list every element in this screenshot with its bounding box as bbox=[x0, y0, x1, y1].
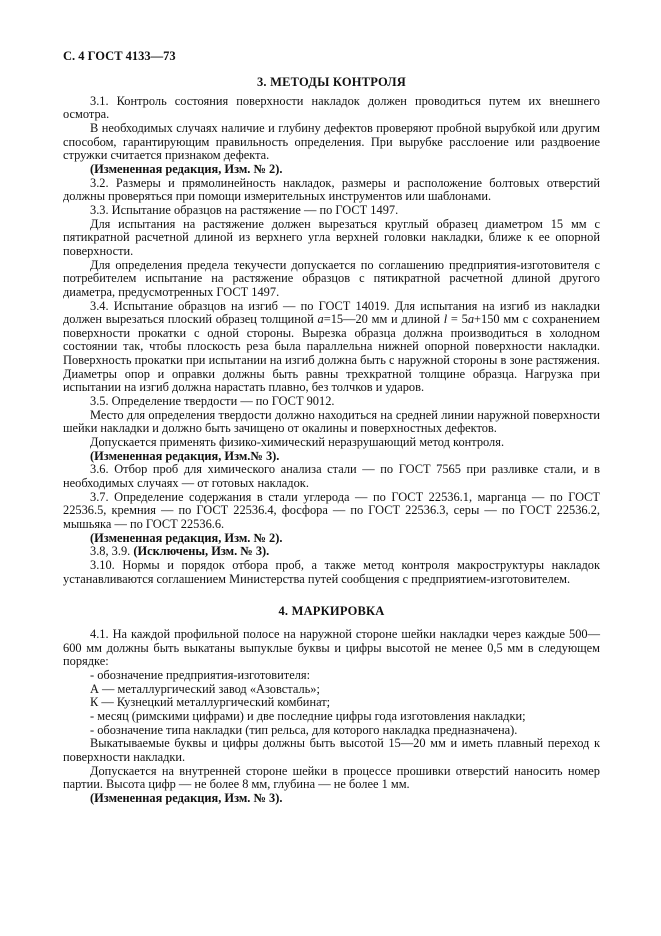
paragraph-3-3: 3.3. Испытание образцов на растяжение — по ГОСТ 1497. bbox=[90, 202, 399, 217]
paragraph-3-2: 3.2. Размеры и прямолинейность накладок, размеры и расположение болтовых отверстий должны проверяться при помощи измерительных инструментов или шаблонами. bbox=[63, 175, 600, 204]
list-item: - обозначение предприятия-изготовителя: bbox=[90, 667, 311, 682]
revision-note: (Измененная редакция, Изм. № 2). bbox=[90, 161, 283, 176]
text: 3.8, 3.9. bbox=[90, 544, 134, 559]
paragraph-3-10: 3.10. Нормы и порядок отбора проб, а также метод контроля макроструктуры накладок устанавливаются соглашением Министерства путей сообщения с предприятием-изготовителем. bbox=[63, 557, 600, 586]
paragraph-3-1: 3.1. Контроль состояния поверхности накладок должен проводиться путем их внешнего осмотра. bbox=[63, 93, 600, 122]
list-item: К — Кузнецкий металлургический комбинат; bbox=[90, 695, 331, 710]
text: = 5 bbox=[447, 312, 468, 327]
paragraph: Место для определения твердости должно находиться на средней линии наружной поверхности шейки накладки и должно быть зачищено от окалины и поверхностных дефектов. bbox=[63, 407, 600, 436]
list-item: - месяц (римскими цифрами) и две последние цифры года изготовления накладки; bbox=[90, 708, 526, 723]
paragraph: Для определения предела текучести допускается по соглашению предприятия-изготовителя с потребителем испытание на растяжение образцов с пятикратной расчетной длиной другого диаметра, предусмотренных ГОСТ 1497. bbox=[63, 257, 600, 299]
section-title-methods: 3. МЕТОДЫ КОНТРОЛЯ bbox=[256, 75, 407, 89]
variable-l: l bbox=[443, 312, 448, 327]
section-title-marking: 4. МАРКИРОВКА bbox=[278, 604, 385, 619]
list-item: А — металлургический завод «Азовсталь»; bbox=[90, 681, 320, 696]
text: =15—20 мм и длиной bbox=[323, 312, 444, 327]
paragraph-3-5: 3.5. Определение твердости — по ГОСТ 9012. bbox=[90, 394, 335, 409]
text: 3.4. Испытание образцов на изгиб — по ГОСТ 14019. Для испытания на изгиб из накладки должен вырезаться плоский образец толщиной bbox=[63, 298, 600, 327]
paragraph: В необходимых случаях наличие и глубину дефектов проверяют пробной вырубкой или другим способом, гарантирующим правильность определения. При вырубке расслоение или раздвоение стружки считается признаком дефекта. bbox=[63, 120, 600, 163]
paragraph: Допускается на внутренней стороне шейки в процессе прошивки отверстий наносить номер партии. Высота цифр — не более 8 мм, глубина — не более 1 мм. bbox=[63, 763, 600, 792]
paragraph-3-6: 3.6. Отбор проб для химического анализа стали — по ГОСТ 7565 при разливке стали, и в необходимых случаях — от готовых накладок. bbox=[63, 462, 600, 491]
revision-note: (Измененная редакция, Изм. № 3). bbox=[90, 790, 283, 805]
text: +150 мм с сохранением поверхности прокатки с одной стороны. Вырезка образца должна производиться в холодном состоянии так, чтобы плоскость реза была параллельна нижней опорной поверхности накладки. Поверхность прокатки при испытании на изгиб должна быть с наружной стороны в зоне растяжения. Диаметры опор и оправки должны быть равны трехкратной толщине образца. Нагрузка при испытании на изгиб должна нарастать плавно, без толчков и ударов. bbox=[63, 312, 600, 395]
page-header: С. 4 ГОСТ 4133—73 bbox=[63, 49, 176, 63]
list-item: - обозначение типа накладки (тип рельса, для которого накладка предназначена). bbox=[90, 722, 518, 737]
paragraph: Допускается применять физико-химический неразрушающий метод контроля. bbox=[90, 435, 505, 450]
paragraph-3-7: 3.7. Определение содержания в стали углерода — по ГОСТ 22536.1, марганца — по ГОСТ 22536.5, кремния — по ГОСТ 22536.4, фосфора — по ГОСТ 22536.3, серы — по ГОСТ 22536.2, мышьяка — по ГОСТ 22536.6. bbox=[63, 489, 600, 531]
revision-note: (Измененная редакция, Изм. № 2). bbox=[90, 530, 283, 545]
paragraph: Выкатываемые буквы и цифры должны быть высотой 15—20 мм и иметь плавный переход к поверхности накладки. bbox=[63, 736, 600, 764]
paragraph-3-8-3-9 bbox=[63, 545, 600, 559]
excluded-note: (Исключены, Изм. № 3). bbox=[133, 544, 270, 559]
paragraph-3-4 bbox=[63, 300, 600, 396]
paragraph-4-1: 4.1. На каждой профильной полосе на наружной стороне шейки накладки через каждые 500—600 мм должны быть выкатаны выпуклые буквы и цифры высотой не менее 0,5 мм в следующем порядке: bbox=[63, 626, 600, 669]
paragraph: Для испытания на растяжение должен вырезаться круглый образец диаметром 15 мм с пятикратной расчетной длиной из верхнего угла верхней головки накладки, ближе к ее опорной поверхности. bbox=[63, 216, 600, 258]
variable-a: a bbox=[467, 312, 475, 327]
document-body bbox=[63, 76, 600, 805]
revision-note: (Измененная редакция, Изм.№ 3). bbox=[90, 448, 280, 463]
variable-a: a bbox=[317, 312, 324, 327]
